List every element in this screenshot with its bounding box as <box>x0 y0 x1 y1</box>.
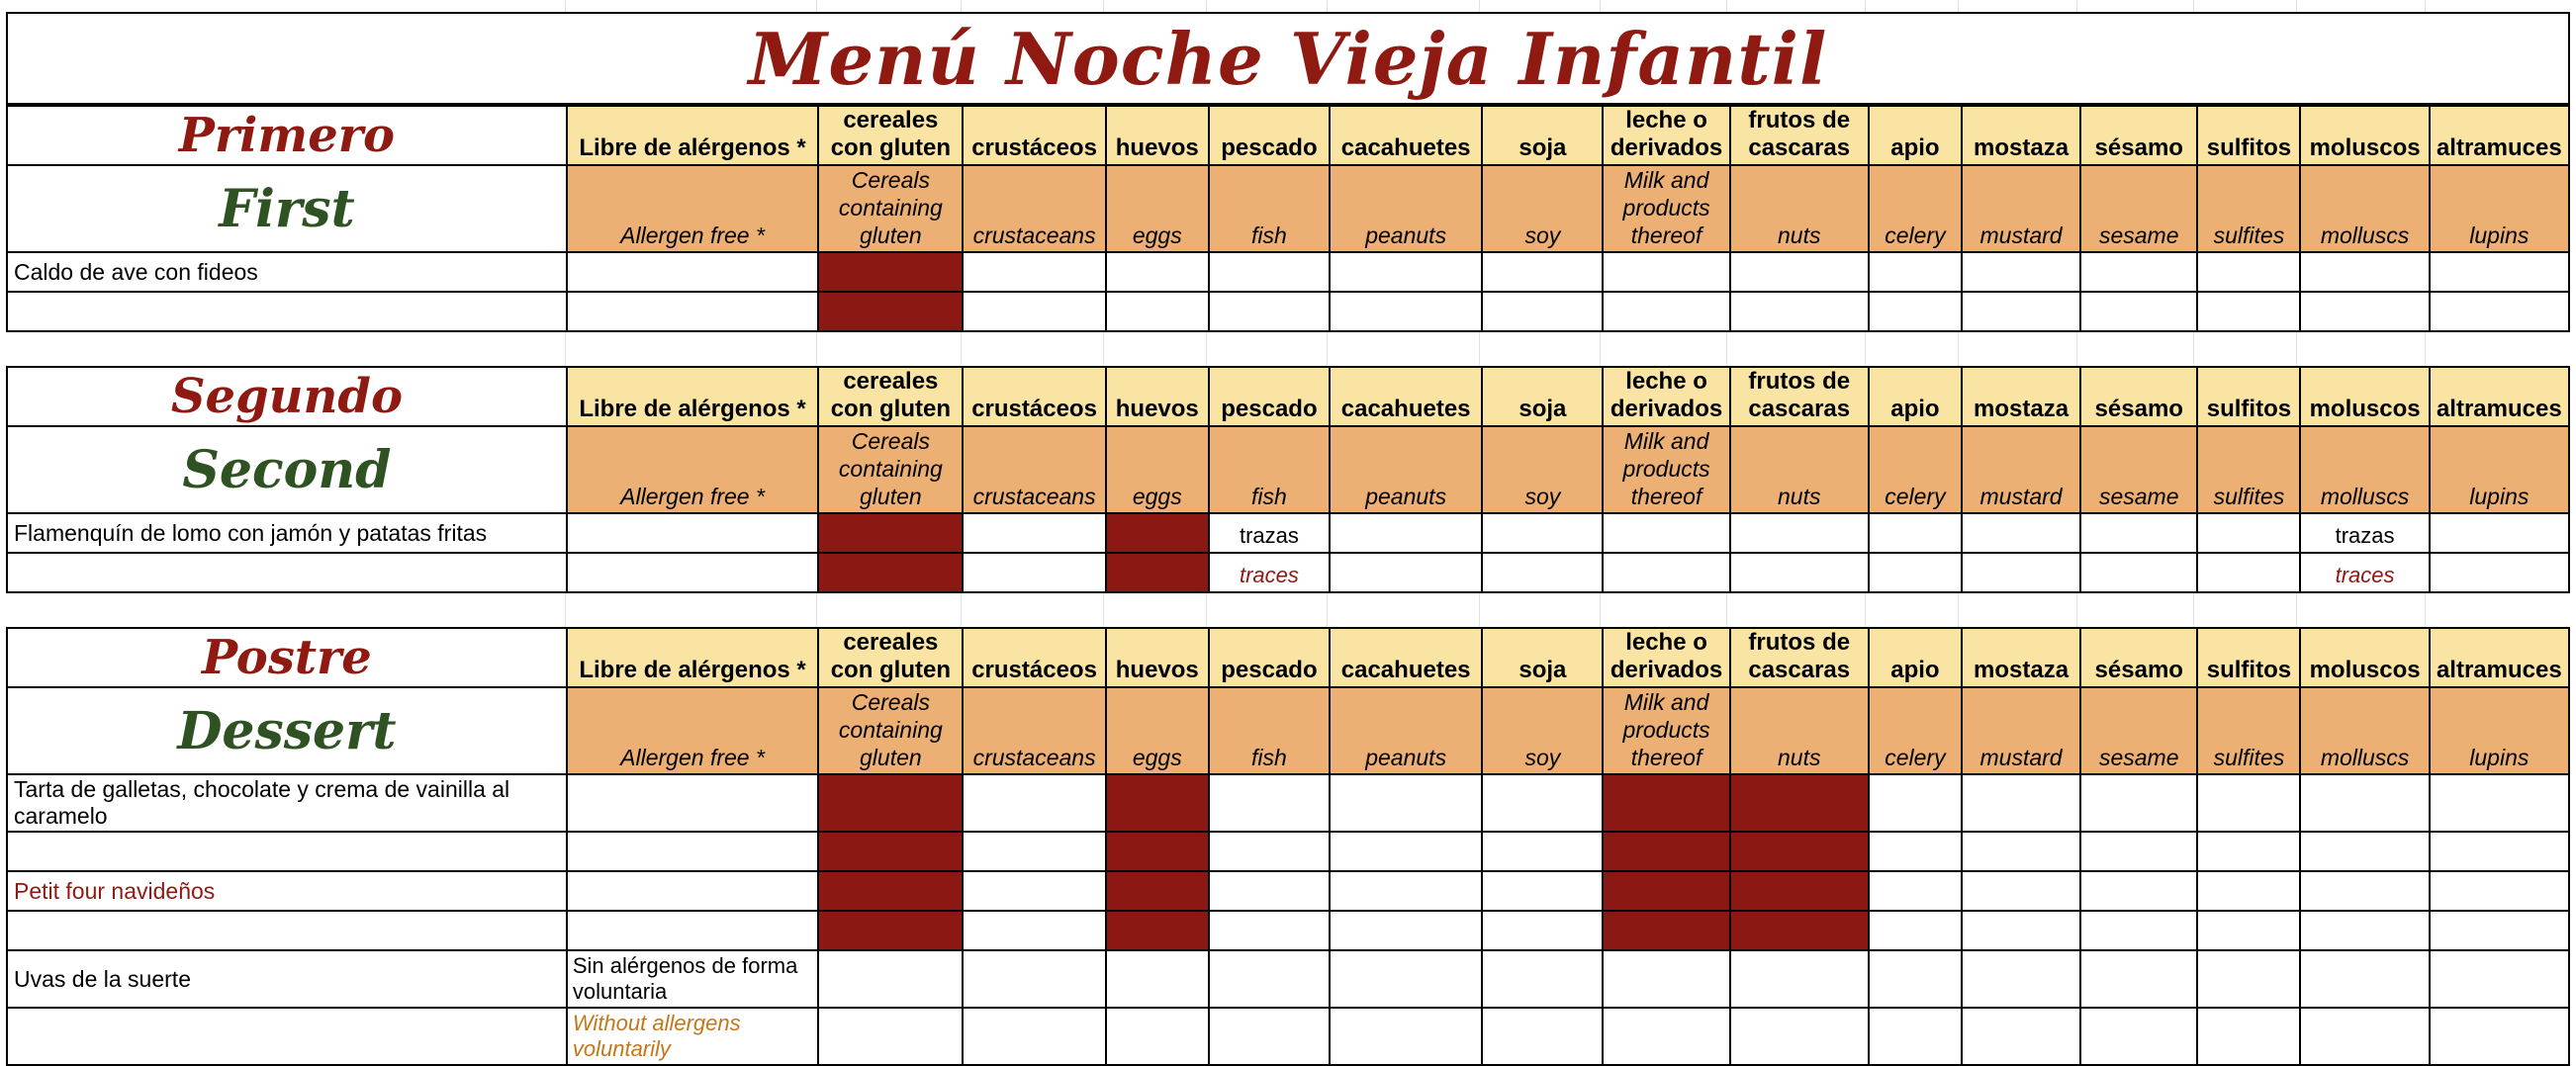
allergen-empty-cell[interactable] <box>1603 1008 1729 1065</box>
allergen-label-en: soy <box>1482 165 1603 252</box>
allergen-empty-cell[interactable] <box>2430 292 2569 331</box>
allergen-label-en: Milk and products thereof <box>1603 165 1729 252</box>
allergen-empty-cell[interactable] <box>1330 252 1482 292</box>
allergen-empty-cell[interactable] <box>1482 513 1603 553</box>
allergen-empty-cell[interactable] <box>2430 871 2569 911</box>
allergen-empty-cell[interactable] <box>2080 292 2197 331</box>
allergen-label-en: Allergen free * <box>567 165 818 252</box>
allergen-label-en: mustard <box>1962 426 2080 513</box>
allergen-label-en: peanuts <box>1330 687 1482 774</box>
allergen-empty-cell[interactable] <box>1330 1008 1482 1065</box>
allergen-present-cell[interactable] <box>818 871 963 911</box>
allergen-label-es: sulfitos <box>2197 106 2300 165</box>
allergen-empty-cell[interactable] <box>1209 871 1330 911</box>
allergen-empty-cell[interactable] <box>1962 774 2080 832</box>
allergen-empty-cell[interactable] <box>1106 1008 1209 1065</box>
allergen-empty-cell[interactable] <box>963 292 1105 331</box>
allergen-present-cell[interactable] <box>818 832 963 871</box>
traces-label: traces <box>1239 563 1299 587</box>
dish-row <box>7 911 2569 950</box>
allergen-empty-cell[interactable] <box>1482 950 1603 1008</box>
allergen-empty-cell[interactable] <box>1603 292 1729 331</box>
allergen-empty-cell[interactable] <box>2197 832 2300 871</box>
allergen-label-es: cereales con gluten <box>818 628 963 687</box>
allergen-present-cell[interactable] <box>1730 871 1869 911</box>
allergen-empty-cell[interactable] <box>1962 911 2080 950</box>
allergen-empty-cell[interactable] <box>2080 774 2197 832</box>
course-name-es: Primero <box>7 106 567 165</box>
allergen-empty-cell[interactable] <box>1730 292 1869 331</box>
allergen-empty-cell[interactable] <box>1106 252 1209 292</box>
allergen-empty-cell[interactable] <box>2197 871 2300 911</box>
allergen-present-cell[interactable] <box>1106 911 1209 950</box>
allergen-empty-cell[interactable] <box>1330 911 1482 950</box>
allergen-empty-cell[interactable] <box>818 1008 963 1065</box>
allergen-empty-cell[interactable] <box>1869 553 1962 592</box>
allergen-empty-cell[interactable] <box>1869 871 1962 911</box>
allergen-empty-cell[interactable] <box>2430 252 2569 292</box>
dish-row <box>7 252 2569 292</box>
allergen-empty-cell[interactable] <box>1869 950 1962 1008</box>
menu-title-box <box>6 12 2570 105</box>
allergen-label-es: cacahuetes <box>1330 106 1482 165</box>
allergen-label-en: lupins <box>2430 165 2569 252</box>
allergen-empty-cell[interactable] <box>1730 950 1869 1008</box>
allergen-empty-cell[interactable] <box>1730 1008 1869 1065</box>
course-name-en: Dessert <box>7 687 567 774</box>
allergen-label-es: sésamo <box>2080 628 2197 687</box>
allergen-empty-cell[interactable] <box>1869 911 1962 950</box>
allergen-empty-cell[interactable] <box>818 950 963 1008</box>
allergen-label-en: Cereals containing gluten <box>818 687 963 774</box>
allergen-empty-cell[interactable] <box>1603 553 1729 592</box>
allergen-empty-cell[interactable] <box>1482 832 1603 871</box>
allergen-traces-cell[interactable] <box>2300 513 2429 553</box>
allergen-label-es: moluscos <box>2300 367 2429 426</box>
allergen-label-es: altramuces <box>2430 106 2569 165</box>
allergen-empty-cell[interactable] <box>2080 252 2197 292</box>
course-section-second <box>6 366 2570 593</box>
allergen-empty-cell[interactable] <box>1603 252 1729 292</box>
allergen-empty-cell[interactable] <box>1730 513 1869 553</box>
dish-name[interactable]: Caldo de ave con fideos <box>7 252 567 292</box>
allergen-empty-cell[interactable] <box>963 553 1105 592</box>
allergen-label-en: Allergen free * <box>567 426 818 513</box>
allergen-present-cell[interactable] <box>818 911 963 950</box>
allergen-label-en: celery <box>1869 165 1962 252</box>
allergen-label-es: mostaza <box>1962 628 2080 687</box>
allergen-empty-cell[interactable] <box>963 832 1105 871</box>
allergen-label-es: Libre de alérgenos * <box>567 367 818 426</box>
allergen-label-en: fish <box>1209 165 1330 252</box>
allergen-empty-cell[interactable] <box>2197 513 2300 553</box>
allergen-present-cell[interactable] <box>1603 774 1729 832</box>
allergen-empty-cell[interactable] <box>1209 1008 1330 1065</box>
allergen-present-cell[interactable] <box>818 252 963 292</box>
allergen-label-en: crustaceans <box>963 687 1105 774</box>
dish-row <box>7 774 2569 832</box>
allergen-empty-cell[interactable] <box>1330 950 1482 1008</box>
allergen-empty-cell[interactable] <box>1482 911 1603 950</box>
allergen-empty-cell[interactable] <box>1603 950 1729 1008</box>
dish-name[interactable]: Tarta de galletas, chocolate y crema de vainilla al caramelo <box>7 774 567 832</box>
allergen-present-cell[interactable] <box>1730 832 1869 871</box>
allergen-empty-cell[interactable] <box>1730 252 1869 292</box>
allergen-empty-cell[interactable] <box>1962 292 2080 331</box>
allergen-label-es: pescado <box>1209 628 1330 687</box>
allergen-empty-cell[interactable] <box>1482 871 1603 911</box>
allergen-empty-cell[interactable] <box>963 774 1105 832</box>
allergen-label-en: lupins <box>2430 426 2569 513</box>
allergen-label-en: eggs <box>1106 687 1209 774</box>
allergen-label-en: soy <box>1482 426 1603 513</box>
allergen-label-en: Milk and products thereof <box>1603 687 1729 774</box>
allergen-label-es: leche o derivados <box>1603 367 1729 426</box>
allergen-present-cell[interactable] <box>1106 832 1209 871</box>
allergen-empty-cell[interactable] <box>2197 911 2300 950</box>
allergen-empty-cell[interactable] <box>1209 292 1330 331</box>
dish-name[interactable]: Petit four navideños <box>7 871 567 911</box>
allergen-empty-cell[interactable] <box>1869 1008 1962 1065</box>
allergen-empty-cell[interactable] <box>1209 950 1330 1008</box>
allergen-free-note[interactable]: Sin alérgenos de forma voluntaria <box>567 950 818 1008</box>
allergen-label-es: soja <box>1482 367 1603 426</box>
allergen-label-es: moluscos <box>2300 628 2429 687</box>
course-section-dessert <box>6 627 2570 1066</box>
allergen-empty-cell[interactable] <box>1962 950 2080 1008</box>
allergen-empty-cell[interactable] <box>2430 832 2569 871</box>
allergen-label-es: moluscos <box>2300 106 2429 165</box>
allergen-label-es: cacahuetes <box>1330 628 1482 687</box>
allergen-empty-cell[interactable] <box>1869 774 1962 832</box>
allergen-empty-cell[interactable] <box>2197 1008 2300 1065</box>
allergen-empty-cell[interactable] <box>963 950 1105 1008</box>
allergen-empty-cell[interactable] <box>1209 911 1330 950</box>
allergen-label-en: fish <box>1209 426 1330 513</box>
allergen-label-en: sesame <box>2080 426 2197 513</box>
allergen-present-cell[interactable] <box>1106 513 1209 553</box>
dish-name[interactable] <box>7 292 567 331</box>
allergen-empty-cell[interactable] <box>1209 774 1330 832</box>
traces-label: trazas <box>1239 523 1299 548</box>
allergen-empty-cell[interactable] <box>1482 292 1603 331</box>
allergen-label-es: leche o derivados <box>1603 628 1729 687</box>
allergen-empty-cell[interactable] <box>567 252 818 292</box>
allergen-empty-cell[interactable] <box>567 832 818 871</box>
allergen-empty-cell[interactable] <box>2080 911 2197 950</box>
allergen-empty-cell[interactable] <box>2197 950 2300 1008</box>
dish-name[interactable]: Flamenquín de lomo con jamón y patatas fritas <box>7 513 567 553</box>
allergen-present-cell[interactable] <box>1106 553 1209 592</box>
allergen-empty-cell[interactable] <box>1209 252 1330 292</box>
allergen-empty-cell[interactable] <box>1962 871 2080 911</box>
allergen-label-en: sesame <box>2080 687 2197 774</box>
allergen-empty-cell[interactable] <box>567 553 818 592</box>
allergen-empty-cell[interactable] <box>2197 252 2300 292</box>
dish-name[interactable] <box>7 911 567 950</box>
traces-label: traces <box>2335 563 2395 587</box>
allergen-empty-cell[interactable] <box>1962 252 2080 292</box>
allergen-label-es: altramuces <box>2430 367 2569 426</box>
allergen-empty-cell[interactable] <box>2300 950 2429 1008</box>
allergen-empty-cell[interactable] <box>1482 252 1603 292</box>
allergen-empty-cell[interactable] <box>2080 871 2197 911</box>
allergen-empty-cell[interactable] <box>2300 832 2429 871</box>
allergen-label-en: Cereals containing gluten <box>818 426 963 513</box>
allergen-empty-cell[interactable] <box>1330 774 1482 832</box>
allergen-label-es: sésamo <box>2080 106 2197 165</box>
allergen-label-es: apio <box>1869 367 1962 426</box>
allergen-label-es: soja <box>1482 106 1603 165</box>
allergen-empty-cell[interactable] <box>2300 292 2429 331</box>
dish-row <box>7 553 2569 592</box>
allergen-label-es: huevos <box>1106 628 1209 687</box>
course-name-es: Segundo <box>7 367 567 426</box>
allergen-label-en: eggs <box>1106 165 1209 252</box>
allergen-label-es: crustáceos <box>963 106 1105 165</box>
allergen-header-es <box>7 628 2569 687</box>
allergen-label-en: mustard <box>1962 165 2080 252</box>
allergen-empty-cell[interactable] <box>2300 252 2429 292</box>
allergen-label-es: Libre de alérgenos * <box>567 106 818 165</box>
allergen-empty-cell[interactable] <box>2080 1008 2197 1065</box>
allergen-traces-cell[interactable] <box>1209 513 1330 553</box>
allergen-empty-cell[interactable] <box>2197 292 2300 331</box>
allergen-empty-cell[interactable] <box>567 292 818 331</box>
allergen-label-es: sulfitos <box>2197 628 2300 687</box>
allergen-empty-cell[interactable] <box>1330 832 1482 871</box>
allergen-header-es <box>7 106 2569 165</box>
allergen-label-en: eggs <box>1106 426 1209 513</box>
allergen-empty-cell[interactable] <box>1869 252 1962 292</box>
dish-row <box>7 513 2569 553</box>
allergen-label-en: crustaceans <box>963 426 1105 513</box>
allergen-present-cell[interactable] <box>1603 832 1729 871</box>
allergen-empty-cell[interactable] <box>2080 553 2197 592</box>
allergen-label-es: cereales con gluten <box>818 106 963 165</box>
allergen-present-cell[interactable] <box>1603 871 1729 911</box>
course-name-es: Postre <box>7 628 567 687</box>
allergen-empty-cell[interactable] <box>1962 1008 2080 1065</box>
allergen-label-en: celery <box>1869 687 1962 774</box>
allergen-label-en: peanuts <box>1330 165 1482 252</box>
allergen-empty-cell[interactable] <box>963 513 1105 553</box>
allergen-empty-cell[interactable] <box>1482 774 1603 832</box>
allergen-present-cell[interactable] <box>1730 774 1869 832</box>
allergen-label-es: huevos <box>1106 106 1209 165</box>
allergen-present-cell[interactable] <box>818 513 963 553</box>
allergen-label-es: cereales con gluten <box>818 367 963 426</box>
dish-name[interactable] <box>7 1008 567 1065</box>
allergen-empty-cell[interactable] <box>1330 292 1482 331</box>
allergen-empty-cell[interactable] <box>963 252 1105 292</box>
allergen-empty-cell[interactable] <box>1106 292 1209 331</box>
allergen-label-es: crustáceos <box>963 367 1105 426</box>
allergen-label-en: mustard <box>1962 687 2080 774</box>
allergen-empty-cell[interactable] <box>2430 513 2569 553</box>
allergen-header-en <box>7 687 2569 774</box>
allergen-label-en: nuts <box>1730 426 1869 513</box>
allergen-label-en: nuts <box>1730 165 1869 252</box>
allergen-label-en: Milk and products thereof <box>1603 426 1729 513</box>
allergen-empty-cell[interactable] <box>1962 832 2080 871</box>
allergen-label-es: Libre de alérgenos * <box>567 628 818 687</box>
dish-name[interactable] <box>7 553 567 592</box>
allergen-present-cell[interactable] <box>818 774 963 832</box>
allergen-label-es: cacahuetes <box>1330 367 1482 426</box>
allergen-empty-cell[interactable] <box>963 1008 1105 1065</box>
allergen-free-note[interactable]: Without allergens voluntarily <box>567 1008 818 1065</box>
traces-label: trazas <box>2335 523 2395 548</box>
allergen-empty-cell[interactable] <box>1869 513 1962 553</box>
allergen-label-en: molluscs <box>2300 687 2429 774</box>
allergen-label-en: celery <box>1869 426 1962 513</box>
allergen-label-es: sulfitos <box>2197 367 2300 426</box>
allergen-empty-cell[interactable] <box>2430 774 2569 832</box>
allergen-label-en: nuts <box>1730 687 1869 774</box>
allergen-empty-cell[interactable] <box>567 774 818 832</box>
allergen-empty-cell[interactable] <box>2300 871 2429 911</box>
allergen-label-es: crustáceos <box>963 628 1105 687</box>
allergen-empty-cell[interactable] <box>2080 513 2197 553</box>
allergen-present-cell[interactable] <box>1106 774 1209 832</box>
allergen-empty-cell[interactable] <box>2300 1008 2429 1065</box>
allergen-present-cell[interactable] <box>1730 911 1869 950</box>
allergen-empty-cell[interactable] <box>2080 950 2197 1008</box>
dish-row <box>7 950 2569 1008</box>
allergen-empty-cell[interactable] <box>2300 911 2429 950</box>
allergen-header-en <box>7 426 2569 513</box>
allergen-label-en: Allergen free * <box>567 687 818 774</box>
allergen-header-es <box>7 367 2569 426</box>
allergen-empty-cell[interactable] <box>963 911 1105 950</box>
allergen-empty-cell[interactable] <box>1209 832 1330 871</box>
allergen-label-es: sésamo <box>2080 367 2197 426</box>
allergen-empty-cell[interactable] <box>2430 950 2569 1008</box>
dish-row <box>7 1008 2569 1065</box>
allergen-label-es: mostaza <box>1962 367 2080 426</box>
allergen-empty-cell[interactable] <box>1482 1008 1603 1065</box>
allergen-label-en: molluscs <box>2300 165 2429 252</box>
dish-name[interactable] <box>7 832 567 871</box>
allergen-empty-cell[interactable] <box>567 513 818 553</box>
allergen-empty-cell[interactable] <box>2430 911 2569 950</box>
course-name-en: First <box>7 165 567 252</box>
allergen-label-es: frutos de cascaras <box>1730 106 1869 165</box>
allergen-label-en: sesame <box>2080 165 2197 252</box>
allergen-label-es: pescado <box>1209 106 1330 165</box>
dish-row <box>7 832 2569 871</box>
allergen-empty-cell[interactable] <box>1962 513 2080 553</box>
allergen-label-es: huevos <box>1106 367 1209 426</box>
allergen-present-cell[interactable] <box>818 292 963 331</box>
allergen-empty-cell[interactable] <box>567 871 818 911</box>
allergen-label-es: altramuces <box>2430 628 2569 687</box>
allergen-label-es: leche o derivados <box>1603 106 1729 165</box>
allergen-empty-cell[interactable] <box>963 871 1105 911</box>
allergen-label-es: frutos de cascaras <box>1730 367 1869 426</box>
dish-row <box>7 292 2569 331</box>
allergen-empty-cell[interactable] <box>2430 1008 2569 1065</box>
allergen-label-en: soy <box>1482 687 1603 774</box>
course-section-first <box>6 105 2570 332</box>
allergen-empty-cell[interactable] <box>1482 553 1603 592</box>
allergen-present-cell[interactable] <box>818 553 963 592</box>
allergen-label-en: lupins <box>2430 687 2569 774</box>
allergen-empty-cell[interactable] <box>1330 513 1482 553</box>
course-name-en: Second <box>7 426 567 513</box>
allergen-traces-cell[interactable] <box>2300 553 2429 592</box>
allergen-empty-cell[interactable] <box>1330 871 1482 911</box>
allergen-empty-cell[interactable] <box>1106 950 1209 1008</box>
allergen-label-es: pescado <box>1209 367 1330 426</box>
allergen-label-en: crustaceans <box>963 165 1105 252</box>
allergen-label-en: Cereals containing gluten <box>818 165 963 252</box>
allergen-label-es: apio <box>1869 628 1962 687</box>
allergen-empty-cell[interactable] <box>2080 832 2197 871</box>
allergen-empty-cell[interactable] <box>1962 553 2080 592</box>
allergen-label-en: sulfites <box>2197 165 2300 252</box>
dish-name[interactable]: Uvas de la suerte <box>7 950 567 1008</box>
menu-title: Menú Noche Vieja Infantil <box>748 16 1828 101</box>
allergen-present-cell[interactable] <box>1106 871 1209 911</box>
allergen-empty-cell[interactable] <box>2197 774 2300 832</box>
allergen-label-es: apio <box>1869 106 1962 165</box>
allergen-traces-cell[interactable] <box>1209 553 1330 592</box>
allergen-label-en: sulfites <box>2197 426 2300 513</box>
allergen-label-en: sulfites <box>2197 687 2300 774</box>
allergen-empty-cell[interactable] <box>2430 553 2569 592</box>
allergen-empty-cell[interactable] <box>567 911 818 950</box>
allergen-label-en: molluscs <box>2300 426 2429 513</box>
allergen-label-en: fish <box>1209 687 1330 774</box>
allergen-empty-cell[interactable] <box>2197 553 2300 592</box>
allergen-label-en: peanuts <box>1330 426 1482 513</box>
allergen-empty-cell[interactable] <box>1869 832 1962 871</box>
allergen-empty-cell[interactable] <box>1330 553 1482 592</box>
allergen-empty-cell[interactable] <box>1869 292 1962 331</box>
allergen-empty-cell[interactable] <box>1603 513 1729 553</box>
dish-row <box>7 871 2569 911</box>
allergen-label-es: frutos de cascaras <box>1730 628 1869 687</box>
allergen-label-es: mostaza <box>1962 106 2080 165</box>
allergen-present-cell[interactable] <box>1603 911 1729 950</box>
allergen-header-en <box>7 165 2569 252</box>
allergen-label-es: soja <box>1482 628 1603 687</box>
allergen-empty-cell[interactable] <box>2300 774 2429 832</box>
allergen-empty-cell[interactable] <box>1730 553 1869 592</box>
